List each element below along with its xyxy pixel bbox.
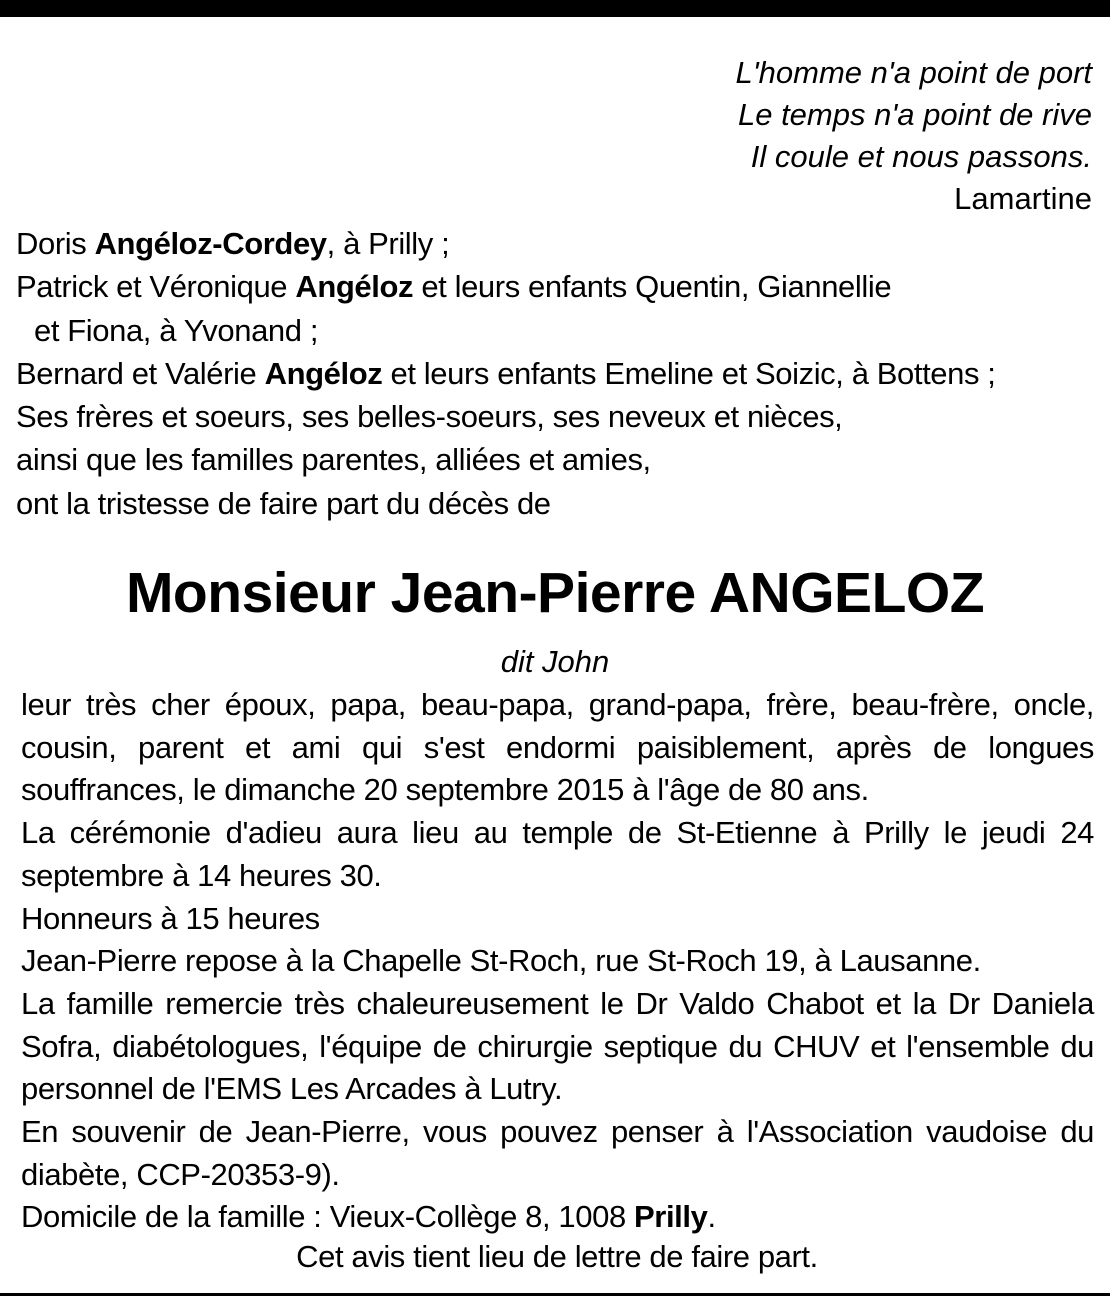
- obituary-paragraph-description: leur très cher époux, papa, beau-papa, grand-papa, frère, beau-frère, oncle, cousin, parent et ami qui s'est endormi paisiblement, après de longues souffrances, le dimanche 20 septembre 2015 à l'âge de 80 ans.: [21, 687, 1094, 808]
- family-member-patrick: Patrick et Véronique Angéloz et leurs enfants Quentin, Giannellie: [16, 269, 892, 305]
- family-members-list: [16, 222, 1101, 525]
- epigraph-poem: [736, 52, 1093, 220]
- family-member-patrick-continued: et Fiona, à Yvonand ;: [34, 312, 319, 348]
- epigraph-author: Lamartine: [954, 181, 1092, 216]
- obituary-paragraph-honours: Honneurs à 15 heures: [21, 900, 320, 936]
- announcement-line: ont la tristesse de faire part du décès de: [16, 485, 551, 521]
- deceased-nickname: dit John: [500, 644, 610, 679]
- family-surname: Angéloz: [264, 355, 383, 391]
- top-border-rule: [0, 0, 1110, 17]
- epigraph-line: Le temps n'a point de rive: [737, 97, 1092, 132]
- obituary-paragraph-domicile: Domicile de la famille : Vieux-Collège 8, 1008 Prilly.: [21, 1199, 716, 1235]
- closing-note: Cet avis tient lieu de lettre de faire part.: [296, 1239, 818, 1274]
- family-surname: Angéloz: [295, 269, 414, 305]
- family-siblings: Ses frères et soeurs, ses belles-soeurs, ses neveux et nièces,: [16, 399, 843, 435]
- obituary-paragraph-thanks: La famille remercie très chaleureusement le Dr Valdo Chabot et la Dr Daniela Sofra, diabétologues, l'équipe de chirurgie septique du CHUV et l'ensemble du personnel de l'EMS Les Arcades à Lutry.: [21, 985, 1094, 1107]
- family-relatives: ainsi que les familles parentes, alliées et amies,: [16, 442, 651, 478]
- bottom-border-rule: [0, 1293, 1110, 1296]
- family-member-doris: Doris Angéloz-Cordey, à Prilly ;: [16, 226, 450, 261]
- family-surname: Angéloz-Cordey: [94, 226, 327, 261]
- epigraph-line: Il coule et nous passons.: [750, 139, 1092, 174]
- obituary-paragraph-rest-place: Jean-Pierre repose à la Chapelle St-Roch, rue St-Roch 19, à Lausanne.: [21, 943, 981, 979]
- deceased-name: Monsieur Jean-Pierre ANGELOZ: [125, 561, 985, 625]
- obituary-body: [21, 684, 1094, 1239]
- epigraph-line: L'homme n'a point de port: [735, 55, 1092, 90]
- family-member-bernard: Bernard et Valérie Angéloz et leurs enfants Emeline et Soizic, à Bottens ;: [16, 355, 996, 391]
- obituary-paragraph-donation: En souvenir de Jean-Pierre, vous pouvez penser à l'Association vaudoise du diabète, CCP-20353-9).: [21, 1114, 1094, 1192]
- domicile-town: Prilly: [634, 1199, 708, 1235]
- obituary-paragraph-ceremony: La cérémonie d'adieu aura lieu au temple de St-Etienne à Prilly le jeudi 24 septembre à 14 heures 30.: [21, 815, 1094, 893]
